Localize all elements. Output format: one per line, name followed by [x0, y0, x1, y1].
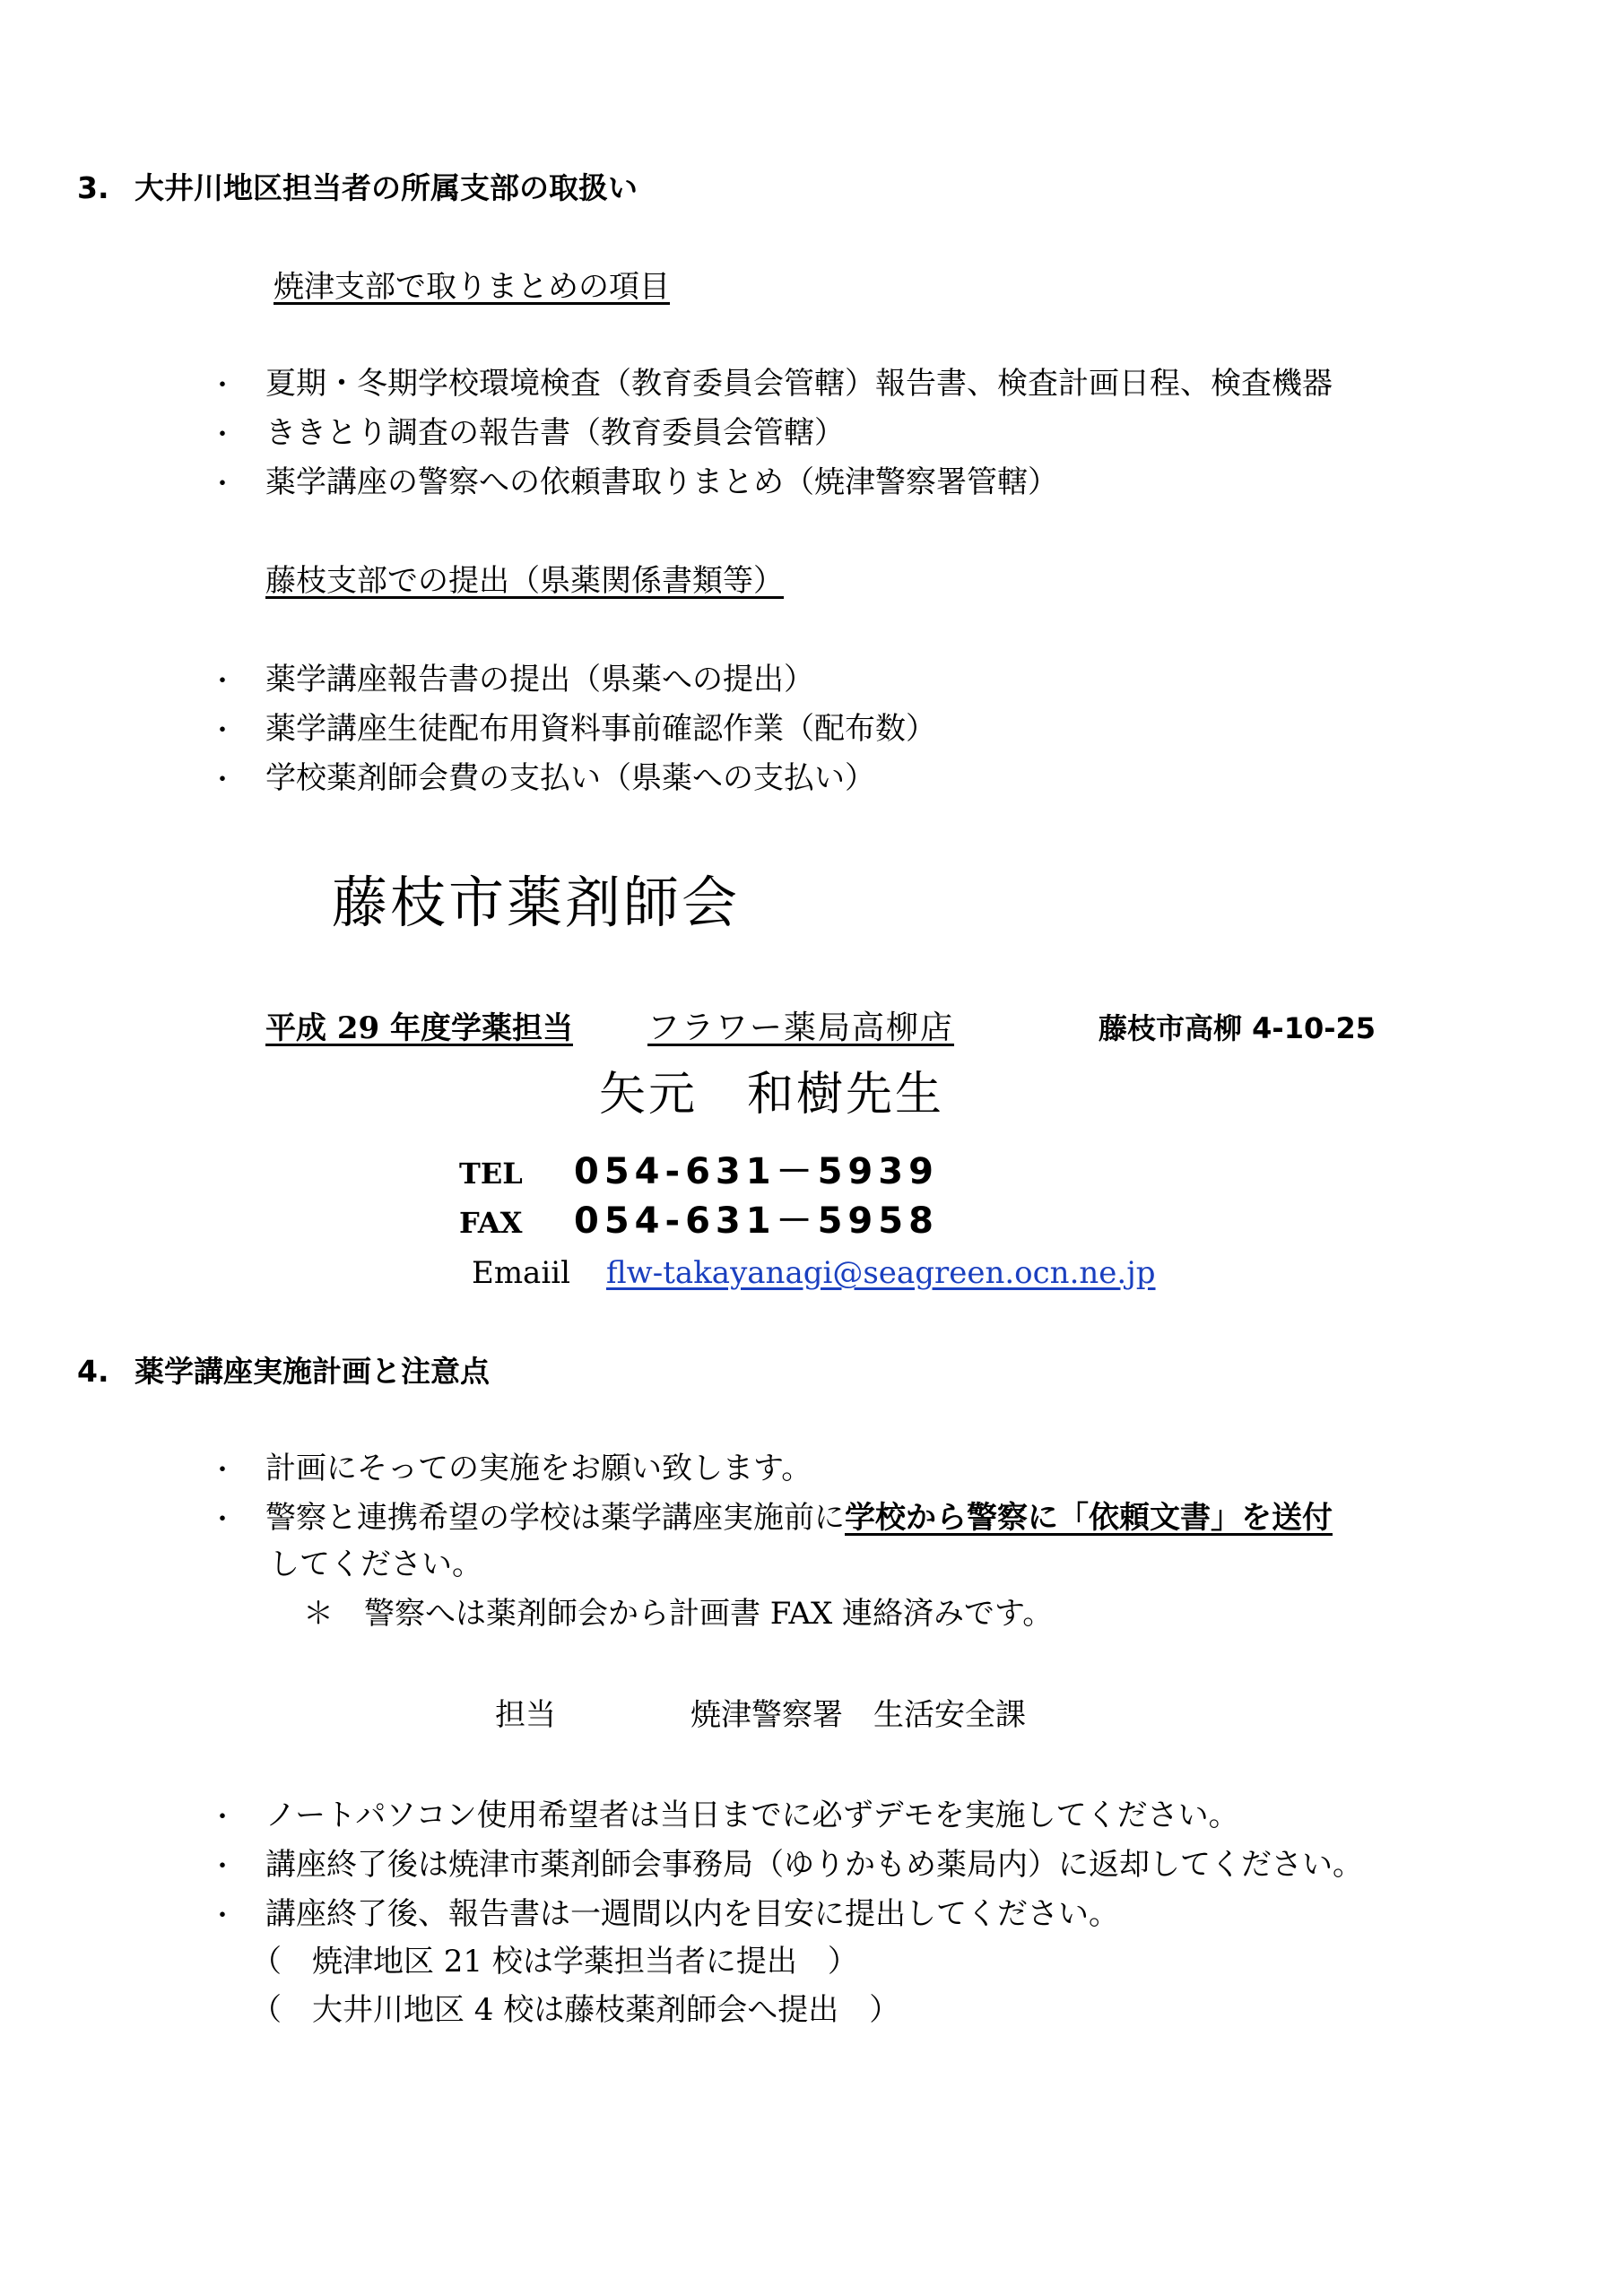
contact-value: 焼津警察署 生活安全課: [690, 1697, 1026, 1733]
section4-note: ＊ 警察へは薬剤師会から計画書 FAX 連絡済みです。: [303, 1596, 1054, 1632]
bullet-icon: ・: [209, 765, 236, 796]
contact-label: 担当: [495, 1697, 556, 1733]
section4-item-5: 講座終了後、報告書は一週間以内を目安に提出してください。: [265, 1896, 1119, 1932]
section4-item-2-continuation: してください。: [269, 1547, 482, 1582]
section4-item-3: ノートパソコン使用希望者は当日までに必ずデモを実施してください。: [265, 1798, 1239, 1833]
email-link[interactable]: flw-takayanagi@seagreen.ocn.ne.jp: [606, 1255, 1156, 1291]
section4-title: 薬学講座実施計画と注意点: [135, 1354, 490, 1389]
group2-item-1: 薬学講座報告書の提出（県薬への提出）: [265, 662, 814, 697]
org-name: 藤枝市薬剤師会: [332, 870, 741, 935]
group1-item-2: ききとり調査の報告書（教育委員会管轄）: [265, 415, 845, 451]
bullet-icon: ・: [209, 1901, 236, 1932]
section4-item-4: 講座終了後は焼津市薬剤師会事務局（ゆりかもめ薬局内）に返却してください。: [265, 1847, 1363, 1883]
group1-heading: 焼津支部で取りまとめの項目: [274, 269, 670, 305]
section4-sub-2: （ 大井川地区 4 校は藤枝薬剤師会へ提出 ）: [251, 1992, 900, 2028]
section4-item-2: [265, 1500, 1333, 1537]
org-pharmacy: フラワー薬局高柳店: [647, 1009, 955, 1046]
bullet-icon: ・: [209, 370, 236, 402]
tel-number: 054-631－5939: [574, 1151, 939, 1192]
fax-label: FAX: [459, 1206, 523, 1240]
group1-item-3: 薬学講座の警察への依頼書取りまとめ（焼津警察署管轄）: [265, 464, 1058, 500]
group2-item-3: 学校薬剤師会費の支払い（県薬への支払い）: [265, 760, 875, 796]
bullet-icon: ・: [209, 715, 236, 747]
bullet-icon: ・: [209, 469, 236, 500]
section4-item-1: 計画にそっての実施をお願い致します。: [265, 1451, 812, 1486]
group1-item-1: 夏期・冬期学校環境検査（教育委員会管轄）報告書、検査計画日程、検査機器: [265, 366, 1333, 402]
bullet-icon: ・: [209, 1802, 236, 1833]
section3-title: 大井川地区担当者の所属支部の取扱い: [135, 170, 638, 205]
fax-number: 054-631－5958: [574, 1200, 939, 1242]
section4-number: 4.: [77, 1354, 109, 1389]
bullet-icon: ・: [209, 1504, 236, 1536]
email-label: Emaiil: [472, 1255, 570, 1291]
bullet-icon: ・: [209, 420, 236, 451]
bullet-icon: ・: [209, 1455, 236, 1486]
org-role: 平成 29 年度学薬担当: [265, 1010, 573, 1046]
group2-item-2: 薬学講座生徒配布用資料事前確認作業（配布数）: [265, 711, 936, 747]
section4-item-2-text: 警察と連携希望の学校は薬学講座実施前に: [265, 1500, 845, 1536]
org-doctor-name: 矢元 和樹先生: [599, 1068, 945, 1122]
tel-label: TEL: [459, 1157, 523, 1191]
section4-item-2-emphasis: 学校から警察に「依頼文書」を送付: [845, 1500, 1333, 1536]
section3-number: 3.: [77, 170, 109, 205]
bullet-icon: ・: [209, 666, 236, 697]
org-address: 藤枝市高柳 4-10-25: [1099, 1011, 1376, 1045]
bullet-icon: ・: [209, 1851, 236, 1883]
group2-heading: 藤枝支部での提出（県薬関係書類等）: [265, 563, 784, 599]
section4-sub-1: （ 焼津地区 21 校は学薬担当者に提出 ）: [251, 1944, 858, 1980]
